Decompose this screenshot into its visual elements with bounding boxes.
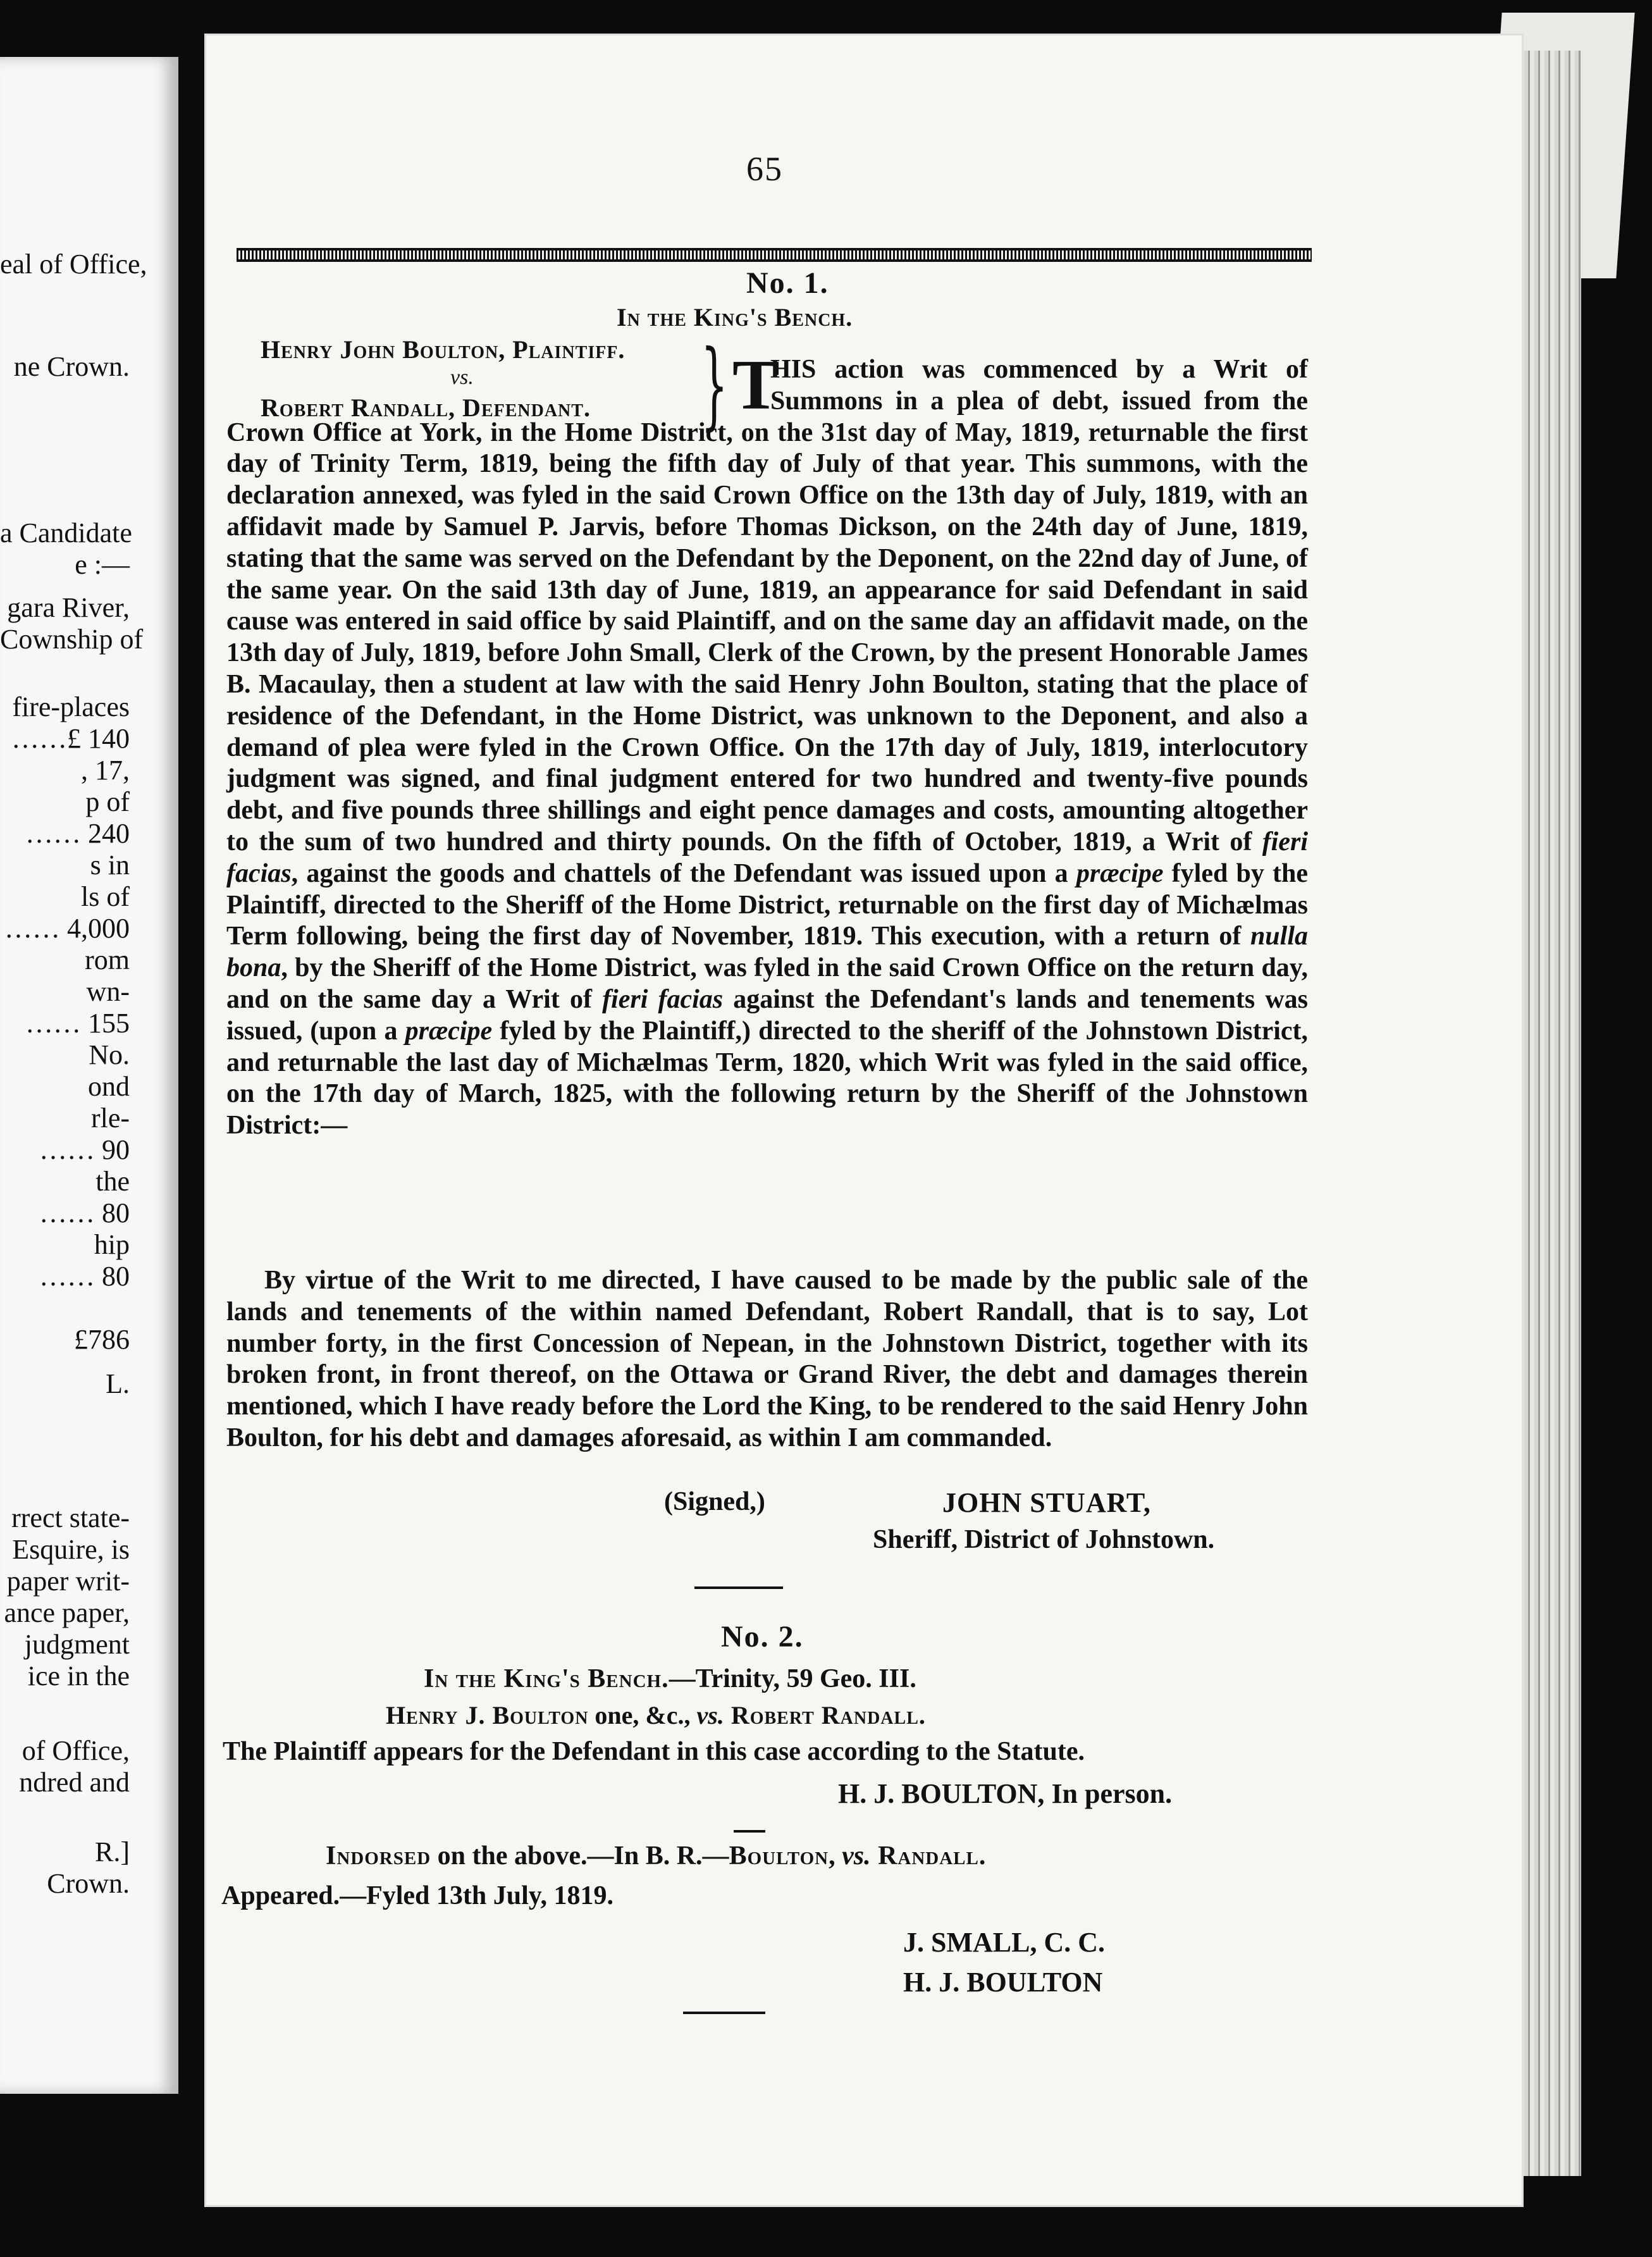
- left-page-line: judgment: [24, 1629, 130, 1660]
- in-person-line: [838, 1778, 1172, 1810]
- signature-boulton: H. J. BOULTON: [903, 1967, 1103, 1998]
- parties2-vs: vs.: [696, 1701, 724, 1729]
- left-page-line: No.: [89, 1039, 130, 1070]
- para1-italic-c: nulla bona: [226, 922, 1308, 983]
- left-page-line: ndred and: [19, 1767, 130, 1798]
- left-page-line: …… 90: [39, 1134, 130, 1165]
- left-page-line: …… 80: [39, 1261, 130, 1292]
- defendant-name: Robert Randall, Defendant.: [261, 393, 591, 422]
- parties2-plaintiff: Henry J. Boulton: [386, 1701, 589, 1729]
- end-divider: [683, 2012, 765, 2014]
- para1-text-c: fyled by the Plaintiff, directed to the Sheriff of the Home District, returnable on the first day of Michælmas Term following, being the first day of November, 1819. This execution, with a return of: [226, 858, 1309, 951]
- court-heading-2: [424, 1664, 916, 1694]
- left-page-line: paper writ-: [6, 1566, 130, 1597]
- statute-line: The Plaintiff appears for the Defendant in this case according to the Statute.: [223, 1737, 1085, 1766]
- signed-label: (Signed,): [664, 1487, 765, 1516]
- indorsed-line: [326, 1841, 986, 1871]
- left-page-line: Esquire, is: [12, 1534, 130, 1565]
- left-page-line: a Candidate: [0, 517, 132, 548]
- left-page-line: ……£ 140: [11, 723, 130, 754]
- left-page-line: of Office,: [22, 1735, 130, 1766]
- indorsed-randall: Randall.: [870, 1841, 987, 1871]
- drop-cap: T: [732, 346, 780, 424]
- court-heading: In the King's Bench.: [617, 303, 853, 331]
- left-page-line: ance paper,: [4, 1597, 130, 1628]
- left-page-line: ond: [88, 1071, 130, 1102]
- left-page-line: , 17,: [81, 755, 130, 786]
- left-page-line: gara River,: [7, 592, 130, 623]
- left-page-line: £786: [74, 1324, 130, 1355]
- brace-mark: }: [701, 330, 728, 440]
- left-page-line: ls of: [81, 881, 130, 912]
- appeared-line: Appeared.—Fyled 13th July, 1819.: [221, 1881, 613, 1910]
- indorsed-comma: ,: [829, 1841, 842, 1871]
- left-page-line: e :—: [75, 549, 130, 580]
- left-page-line: s in: [90, 850, 130, 881]
- header-rule: [237, 248, 1312, 262]
- versus-label: vs.: [450, 366, 474, 389]
- para1-italic-e: præcipe: [405, 1016, 493, 1046]
- indorsed-word: Indorsed: [326, 1841, 431, 1871]
- signer-name: JOHN STUART,: [942, 1487, 1151, 1518]
- small-divider: [734, 1830, 765, 1833]
- para1-text-e: against the Defendant's lands and tenements was issued, (upon a: [226, 984, 1309, 1046]
- indorsed-boulton: Boulton: [729, 1841, 829, 1871]
- left-page-line: ice in the: [27, 1660, 130, 1691]
- indorsed-vs: vs.: [842, 1841, 871, 1871]
- left-page-line: wn-: [86, 976, 130, 1007]
- left-page-line: fire-places: [12, 691, 130, 722]
- left-page-line: rom: [85, 944, 130, 975]
- indorsed-text: on the above.—In B. R.—: [431, 1841, 729, 1871]
- court2-term: —Trinity, 59 Geo. III.: [669, 1664, 916, 1693]
- left-page-line: Crown.: [47, 1868, 130, 1899]
- left-page-line: the: [96, 1166, 130, 1197]
- parties2-defendant: Robert Randall.: [724, 1701, 926, 1729]
- left-page-line: Cownship of: [0, 624, 144, 655]
- para1-text-a: HIS action was commenced by a Writ of Summons in a plea of debt, issued from the Crown Office at York, in the Home District, on the 31st day of May, 1819, returnable the first day of Trinity Term, 1819, being the fifth day of July of that year. This summons, with the declaration annexed, was fyled in the said Crown Office on the 13th day of July, 1819, with an affidavit made by Samuel P. Jarvis, before Thomas Dickson, on the 24th day of June, 1819, stating that the same was served on the Defendant by the Deponent, on the 22nd day of June, of the same year. On the said 13th day of June, 1819, an appearance for said Defendant in said cause was entered in said office by said Plaintiff, and on the same day an affidavit made, on the 13th day of July, 1819, before John Small, Clerk of the Crown, by the present Honorable James B. Macaulay, then a student at law with the said Henry John Boulton, stating that the place of residence of the Defendant, in the Home District, was unknown to the Deponent, and also a demand of plea were fyled in the Crown Office. On the 17th day of July, 1819, interlocutory judgment was signed, and final judgment entered for two hundred and twenty-five pounds debt, and five pounds three shillings and eight pence damages and costs, amounting altogether to the sum of two hundred and thirty pounds. On the fifth of October, 1819, a Writ of: [226, 355, 1308, 856]
- plaintiff-name: Henry John Boulton, Plaintiff.: [261, 335, 626, 364]
- page-number: 65: [746, 150, 783, 188]
- para1-italic-d: fieri facias: [602, 984, 724, 1014]
- left-page-line: hip: [94, 1229, 130, 1260]
- left-page-line: rle-: [90, 1103, 130, 1134]
- para1-text-b: , against the goods and chattels of the Defendant was issued upon a: [291, 858, 1076, 888]
- signature-small: J. SMALL, C. C.: [903, 1927, 1106, 1958]
- left-page-line: rrect state-: [11, 1502, 130, 1533]
- left-page-line: L.: [106, 1368, 130, 1399]
- left-page-line: R.]: [95, 1836, 130, 1867]
- left-page-line: p of: [85, 786, 130, 817]
- left-page-line: eal of Office,: [0, 249, 147, 280]
- signer-title: Sheriff, District of Johnstown.: [873, 1525, 1215, 1554]
- person-name: H. J. BOULTON,: [838, 1778, 1045, 1809]
- para1-italic-a: fieri facias: [226, 827, 1308, 888]
- section-divider: [694, 1586, 783, 1589]
- court2-name: In the King's Bench.: [424, 1664, 669, 1693]
- sheriff-return-paragraph: By virtue of the Writ to me directed, I have caused to be made by the public sale of the lands and tenements of the within named Defendant, Robert Randall, that is to say, Lot number forty, in the first Concession of Nepean, in the Johnstown District, together with its broken front, in front thereof, on the Ottawa or Grand River, the debt and damages therein mentioned, which I have ready before the Lord the King, to be rendered to the said Henry John Boulton, for his debt and damages aforesaid, as within I am commanded.: [226, 1266, 1308, 1452]
- parties-line: [386, 1700, 926, 1730]
- left-page-line: …… 240: [25, 818, 130, 849]
- left-page-line: …… 4,000: [4, 913, 130, 944]
- section-heading-no2: No. 2.: [721, 1620, 804, 1654]
- para1-text-f: fyled by the Plaintiff,) directed to the sheriff of the Johnstown District, and returnable the last day of Michælmas Term, 1820, which Writ was fyled in the said office, on the 17th day of March, 1825, with the following return by the Sheriff of the Johnstown District:—: [226, 1016, 1309, 1141]
- section-heading-no1: No. 1.: [746, 266, 829, 300]
- para1-text-d: , by the Sheriff of the Home District, was fyled in the said Crown Office on the return day, and on the same day a Writ of: [226, 953, 1308, 1014]
- person-suffix: In person.: [1044, 1778, 1173, 1809]
- left-page-line: …… 155: [25, 1008, 130, 1039]
- para1-italic-b: præcipe: [1076, 858, 1164, 888]
- left-page-line: …… 80: [39, 1197, 130, 1228]
- parties2-etc: one, &c.,: [588, 1701, 697, 1729]
- left-page-line: ne Crown.: [13, 351, 130, 382]
